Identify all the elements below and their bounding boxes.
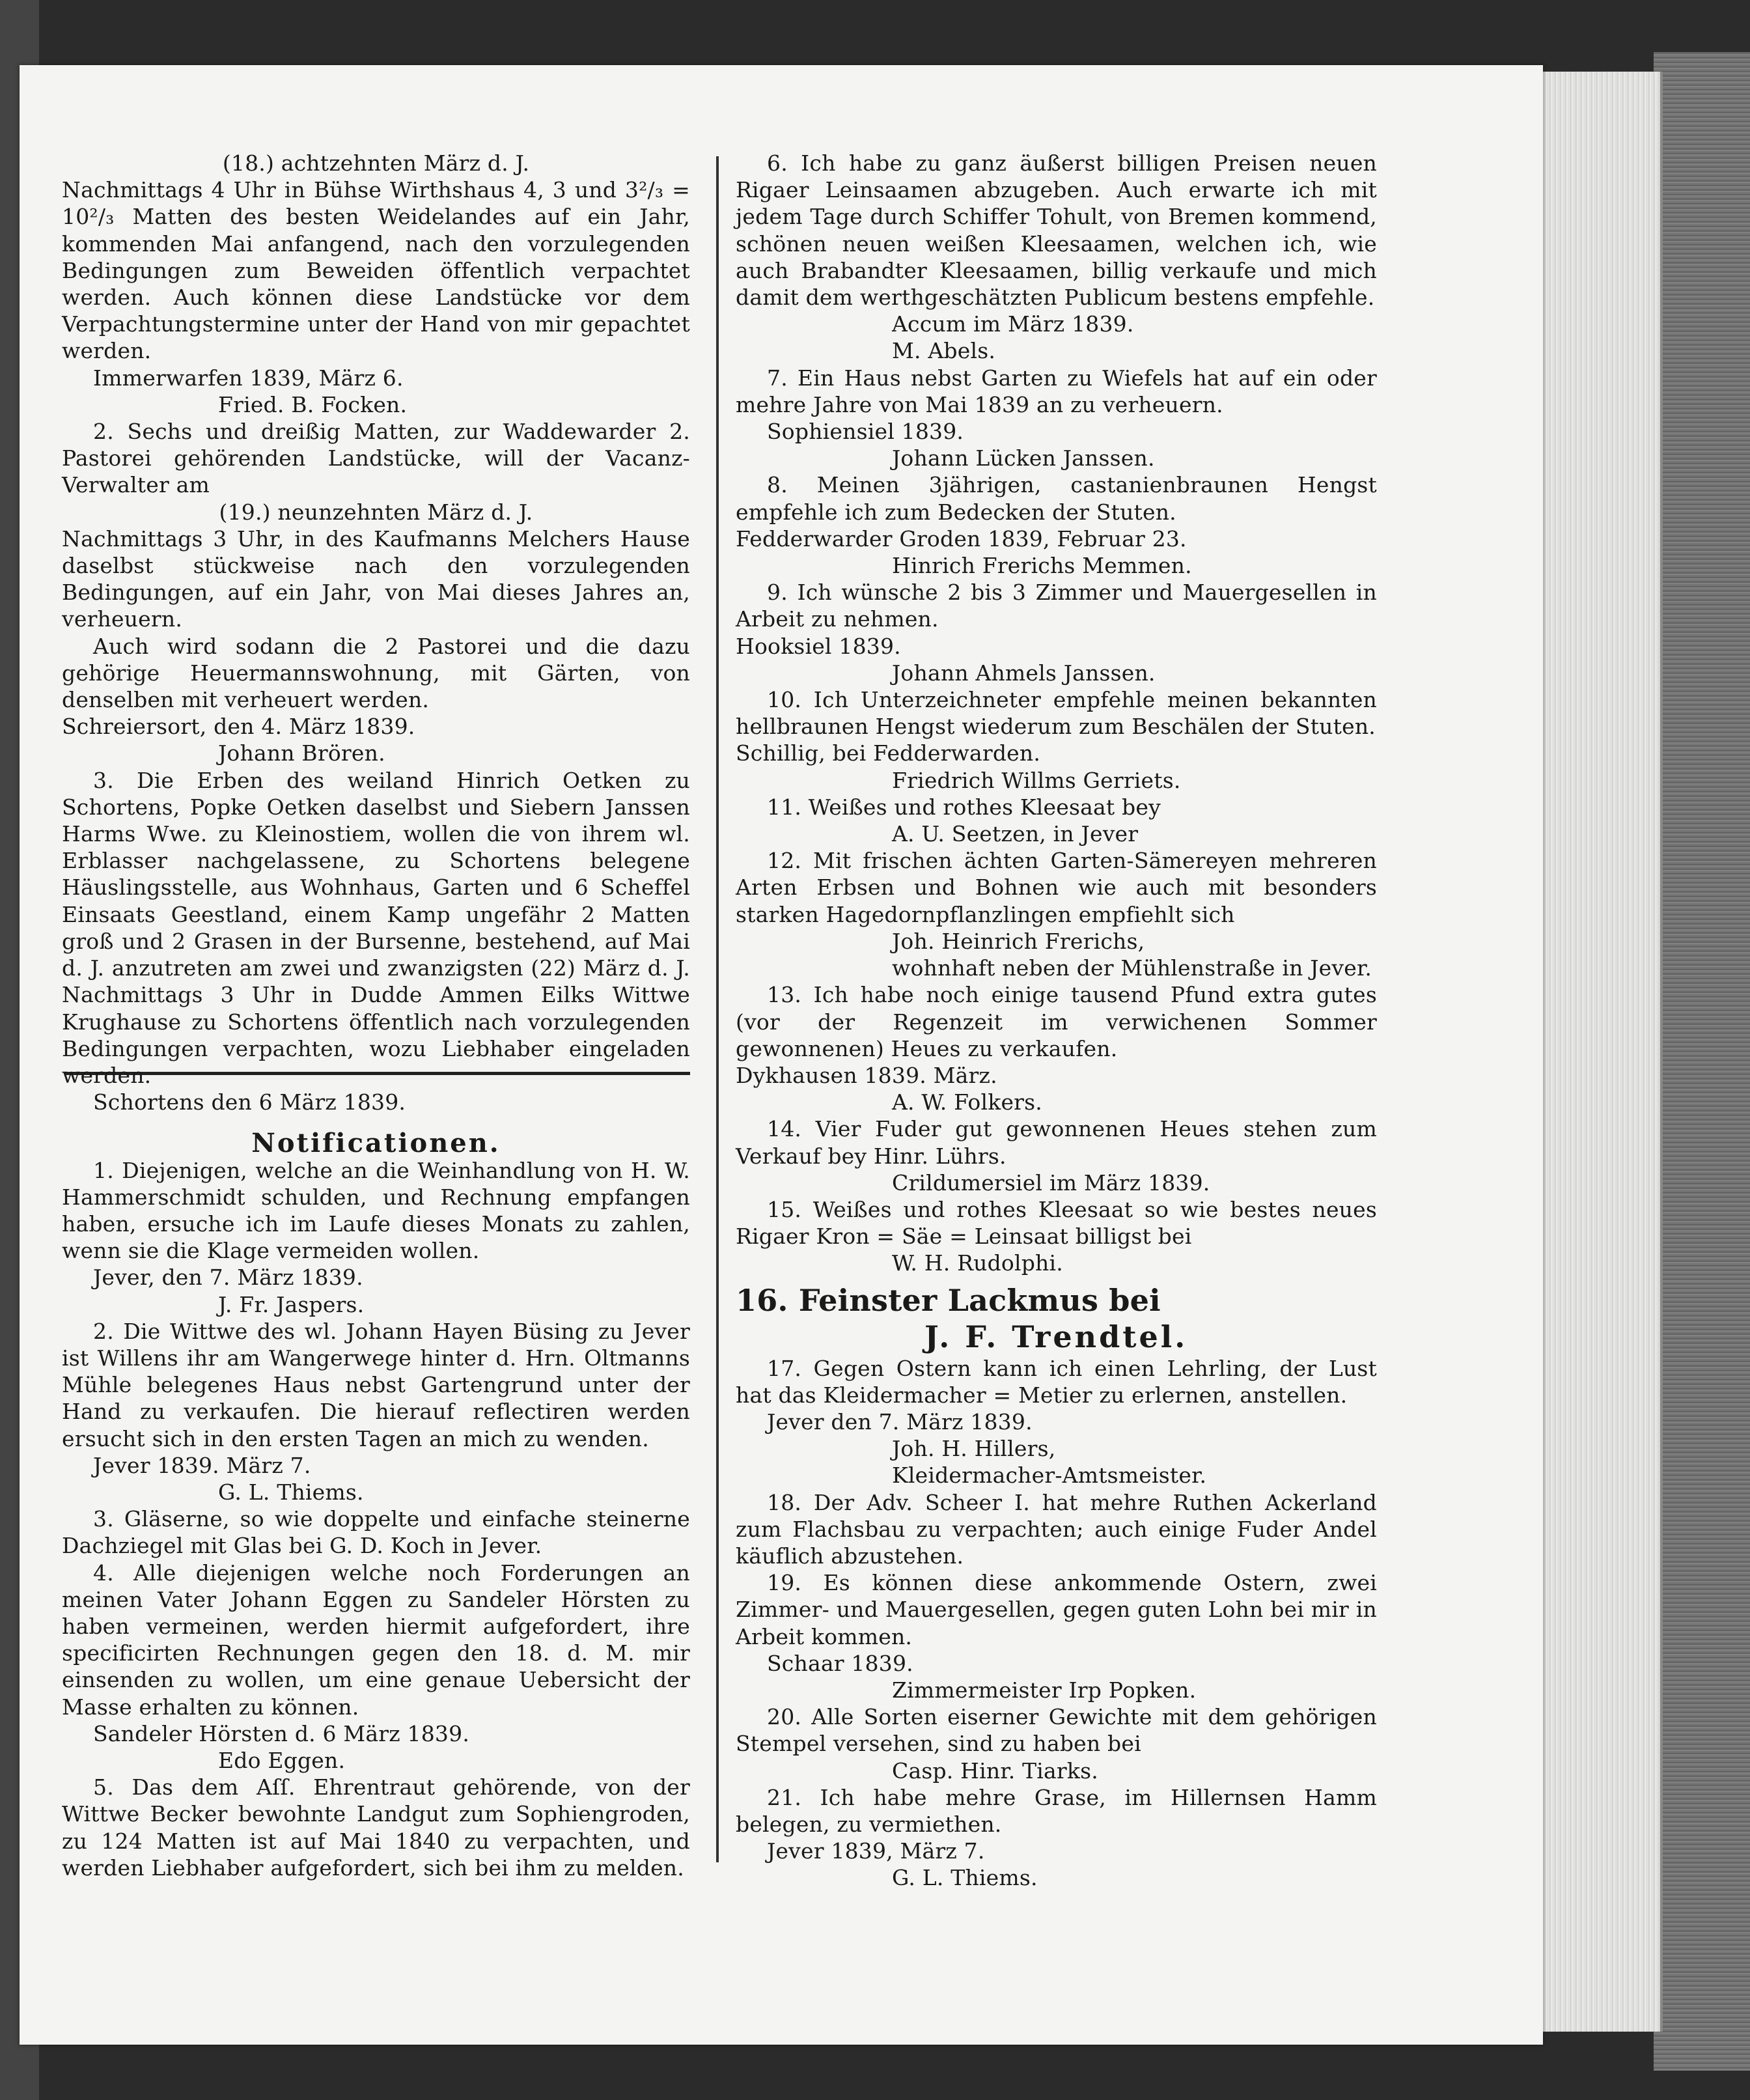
left-column xyxy=(62,150,690,1881)
paragraph: 5. Das dem Aſſ. Ehrentraut gehörende, von der Wittwe Becker bewohnte Landgut zum Sophiengroden, zu 124 Matten ist auf Mai 1840 zu verpachten, und werden Liebhaber aufgefordert, sich bei ihm zu melden. xyxy=(62,1774,690,1881)
paragraph: 18. Der Adv. Scheer I. hat mehre Ruthen Ackerland zum Flachsbau zu verpachten; auch einige Fuder Andel käuflich abzustehen. xyxy=(736,1489,1377,1569)
section-title: Notificationen. xyxy=(251,1128,501,1159)
signature: Fried. B. Focken. xyxy=(218,391,408,417)
place-date: Schaar 1839. xyxy=(767,1650,913,1676)
signature: W. H. Rudolphi. xyxy=(892,1250,1063,1276)
display-ad-name: J. F. Trendtel. xyxy=(924,1319,1188,1354)
place-date: Hooksiel 1839. xyxy=(736,633,901,659)
signature: A. W. Folkers. xyxy=(892,1089,1042,1115)
right-column xyxy=(736,150,1377,1892)
paragraph: 3. Gläserne, so wie doppelte und einfache steinerne Dachziegel mit Glas bei G. D. Koch in Jever. xyxy=(62,1506,690,1559)
place-date: Crildumersiel im März 1839. xyxy=(892,1169,1210,1196)
paragraph: 4. Alle diejenigen welche noch Forderungen an meinen Vater Johann Eggen zu Sandeler Hörsten zu haben vermeinen, werden hiermit aufgefordert, ihre specificirten Rechnungen gegen den 18. d. M. mir einsenden zu wollen, um eine genaue Uebersicht der Masse erhalten zu können. xyxy=(62,1560,690,1720)
place-date: Sandeler Hörsten d. 6 März 1839. xyxy=(93,1720,470,1746)
paragraph: 6. Ich habe zu ganz äußerst billigen Preisen neuen Rigaer Leinsaamen abzugeben. Auch erwarte ich mit jedem Tage durch Schiffer Tohult, von Bremen kommend, schönen neuen weißen Kleesaamen, welchen ich, wie auch Brabandter Kleesaamen, billig verkaufe und mich damit dem werthgeschätzten Publicum bestens empfehle. xyxy=(736,150,1377,311)
signature: Casp. Hinr. Tiarks. xyxy=(892,1757,1098,1784)
place-date: Accum im März 1839. xyxy=(892,311,1134,337)
place-date: Jever 1839. März 7. xyxy=(93,1452,311,1478)
paragraph: 7. Ein Haus nebst Garten zu Wiefels hat auf ein oder mehre Jahre von Mai 1839 an zu verheuern. xyxy=(736,365,1377,417)
paragraph: 9. Ich wünsche 2 bis 3 Zimmer und Mauergesellen in Arbeit zu nehmen. xyxy=(736,580,1377,632)
paragraph: 21. Ich habe mehre Grase, im Hillernsen Hamm belegen, zu vermiethen. xyxy=(736,1784,1377,1837)
signature: Joh. Heinrich Frerichs, xyxy=(892,928,1145,954)
signature: G. L. Thiems. xyxy=(892,1865,1038,1891)
paragraph: 15. Weißes und rothes Kleesaat so wie bestes neues Rigaer Kron = Säe = Leinsaat billigst bei xyxy=(736,1196,1377,1250)
column-divider xyxy=(716,156,719,1862)
occupation: Kleidermacher-Amtsmeister. xyxy=(892,1463,1207,1489)
paragraph: Nachmittags 4 Uhr in Bühse Wirthshaus 4, 3 und 3²/₃ = 10²/₃ Matten des besten Weidelandes auf ein Jahr, kommenden Mai anfangend, nach den vorzulegenden Bedingungen zum Beweiden öffentlich verpachtet werden. Auch können diese Landstücke vor dem Verpachtungstermine unter der Hand von mir gepachtet werden. xyxy=(62,177,690,364)
place-date: Jever den 7. März 1839. xyxy=(767,1408,1033,1435)
signature: Johann Ahmels Janssen. xyxy=(892,660,1156,686)
paragraph: 17. Gegen Ostern kann ich einen Lehrling, der Lust hat das Kleidermacher = Metier zu erlernen, anstellen. xyxy=(736,1355,1377,1408)
page-stack-edge xyxy=(1543,72,1663,2032)
text-line: (18.) achtzehnten März d. J. xyxy=(222,150,530,176)
paragraph: 14. Vier Fuder gut gewonnenen Heues stehen zum Verkauf bey Hinr. Lührs. xyxy=(736,1116,1377,1169)
address: wohnhaft neben der Mühlenstraße in Jever. xyxy=(892,955,1372,981)
paragraph: 1. Diejenigen, welche an die Weinhandlung von H. W. Hammerschmidt schulden, und Rechnung empfangen haben, ersuche ich im Laufe dieses Monats zu zahlen, wenn sie die Klage vermeiden wollen. xyxy=(62,1157,690,1264)
place-date: Schortens den 6 März 1839. xyxy=(93,1089,406,1115)
signature: Joh. H. Hillers, xyxy=(892,1436,1056,1462)
signature: Friedrich Willms Gerriets. xyxy=(892,767,1181,793)
paragraph: 10. Ich Unterzeichneter empfehle meinen bekannten hellbraunen Hengst wiederum zum Beschälen der Stuten. xyxy=(736,687,1377,740)
signature: Zimmermeister Irp Popken. xyxy=(892,1677,1197,1703)
paragraph: 8. Meinen 3jährigen, castanienbraunen Hengst empfehle ich zum Bedecken der Stuten. xyxy=(736,472,1377,525)
paragraph: 2. Sechs und dreißig Matten, zur Waddewarder 2. Pastorei gehörenden Landstücke, will der Vacanz-Verwalter am xyxy=(62,419,690,498)
paragraph: 11. Weißes und rothes Kleesaat bey xyxy=(767,794,1161,820)
paragraph: 12. Mit frischen ächten Garten-Sämereyen mehreren Arten Erbsen und Bohnen wie auch mit besonders starken Hagedornpflanzlingen empfiehlt sich xyxy=(736,848,1377,927)
signature: Johann Brören. xyxy=(218,740,385,766)
paragraph: 20. Alle Sorten eiserner Gewichte mit dem gehörigen Stempel versehen, sind zu haben bei xyxy=(736,1704,1377,1757)
place-date: Jever, den 7. März 1839. xyxy=(93,1265,363,1291)
paragraph: 2. Die Wittwe des wl. Johann Hayen Büsing zu Jever ist Willens ihr am Wangerwege hinter d. Hrn. Oltmanns Mühle belegenes Haus nebst Gartengrund unter der Hand zu verkaufen. Die hierauf reflectiren werden ersucht sich in den ersten Tagen an mich zu wenden. xyxy=(62,1318,690,1451)
display-ad-line: 16. Feinster Lackmus bei xyxy=(736,1282,1161,1318)
place-date: Dykhausen 1839. März. xyxy=(736,1062,997,1088)
signature: A. U. Seetzen, in Jever xyxy=(892,821,1139,847)
place-date: Schreiersort, den 4. März 1839. xyxy=(62,714,415,740)
signature: J. Fr. Jaspers. xyxy=(218,1291,365,1317)
book-cover-edge xyxy=(1654,52,1750,2071)
paragraph: Nachmittags 3 Uhr, in des Kaufmanns Melchers Hause daselbst stückweise nach den vorzulegenden Bedingungen, auf ein Jahr, von Mai dieses Jahres an, verheuern. xyxy=(62,525,690,632)
place-date: Sophiensiel 1839. xyxy=(767,419,964,445)
paragraph: Auch wird sodann die 2 Pastorei und die dazu gehörige Heuermannswohnung, mit Gärten, von denselben mit verheuert werden. xyxy=(62,633,690,713)
paragraph: 3. Die Erben des weiland Hinrich Oetken zu Schortens, Popke Oetken daselbst und Siebern Janssen Harms Wwe. zu Kleinostiem, wollen die von ihrem wl. Erblasser nachgelassene, zu Schortens belegene Häuslingsstelle, aus Wohnhaus, Garten und 6 Scheffel Einsaats Geestland, einem Kamp ungefähr 2 Matten groß und 2 Grasen in der Bursenne, bestehend, auf Mai d. J. anzutreten am zwei und zwanzigsten (22) März d. J. Nachmittags 3 Uhr in Dudde Ammen Eilks Wittwe Krughause zu Schortens öffentlich nach vorzulegenden Bedingungen verpachten, wozu Liebhaber eingeladen werden. xyxy=(62,767,690,1088)
paragraph: 13. Ich habe noch einige tausend Pfund extra gutes (vor der Regenzeit im verwichenen Sommer gewonnenen) Heues zu verkaufen. xyxy=(736,982,1377,1061)
signature: G. L. Thiems. xyxy=(218,1479,364,1505)
place-date: Fedderwarder Groden 1839, Februar 23. xyxy=(736,525,1187,552)
text-line: (19.) neunzehnten März d. J. xyxy=(219,499,533,525)
place-date: Immerwarfen 1839, März 6. xyxy=(93,365,404,391)
signature: M. Abels. xyxy=(892,338,996,364)
signature: Johann Lücken Janssen. xyxy=(892,445,1155,471)
place-date: Jever 1839, März 7. xyxy=(767,1838,985,1864)
paragraph: 19. Es können diese ankommende Ostern, zwei Zimmer- und Mauergesellen, gegen guten Lohn bei mir in Arbeit kommen. xyxy=(736,1570,1377,1649)
signature: Hinrich Frerichs Memmen. xyxy=(892,553,1192,579)
place-date: Schillig, bei Fedderwarden. xyxy=(736,740,1041,766)
signature: Edo Eggen. xyxy=(218,1747,346,1773)
